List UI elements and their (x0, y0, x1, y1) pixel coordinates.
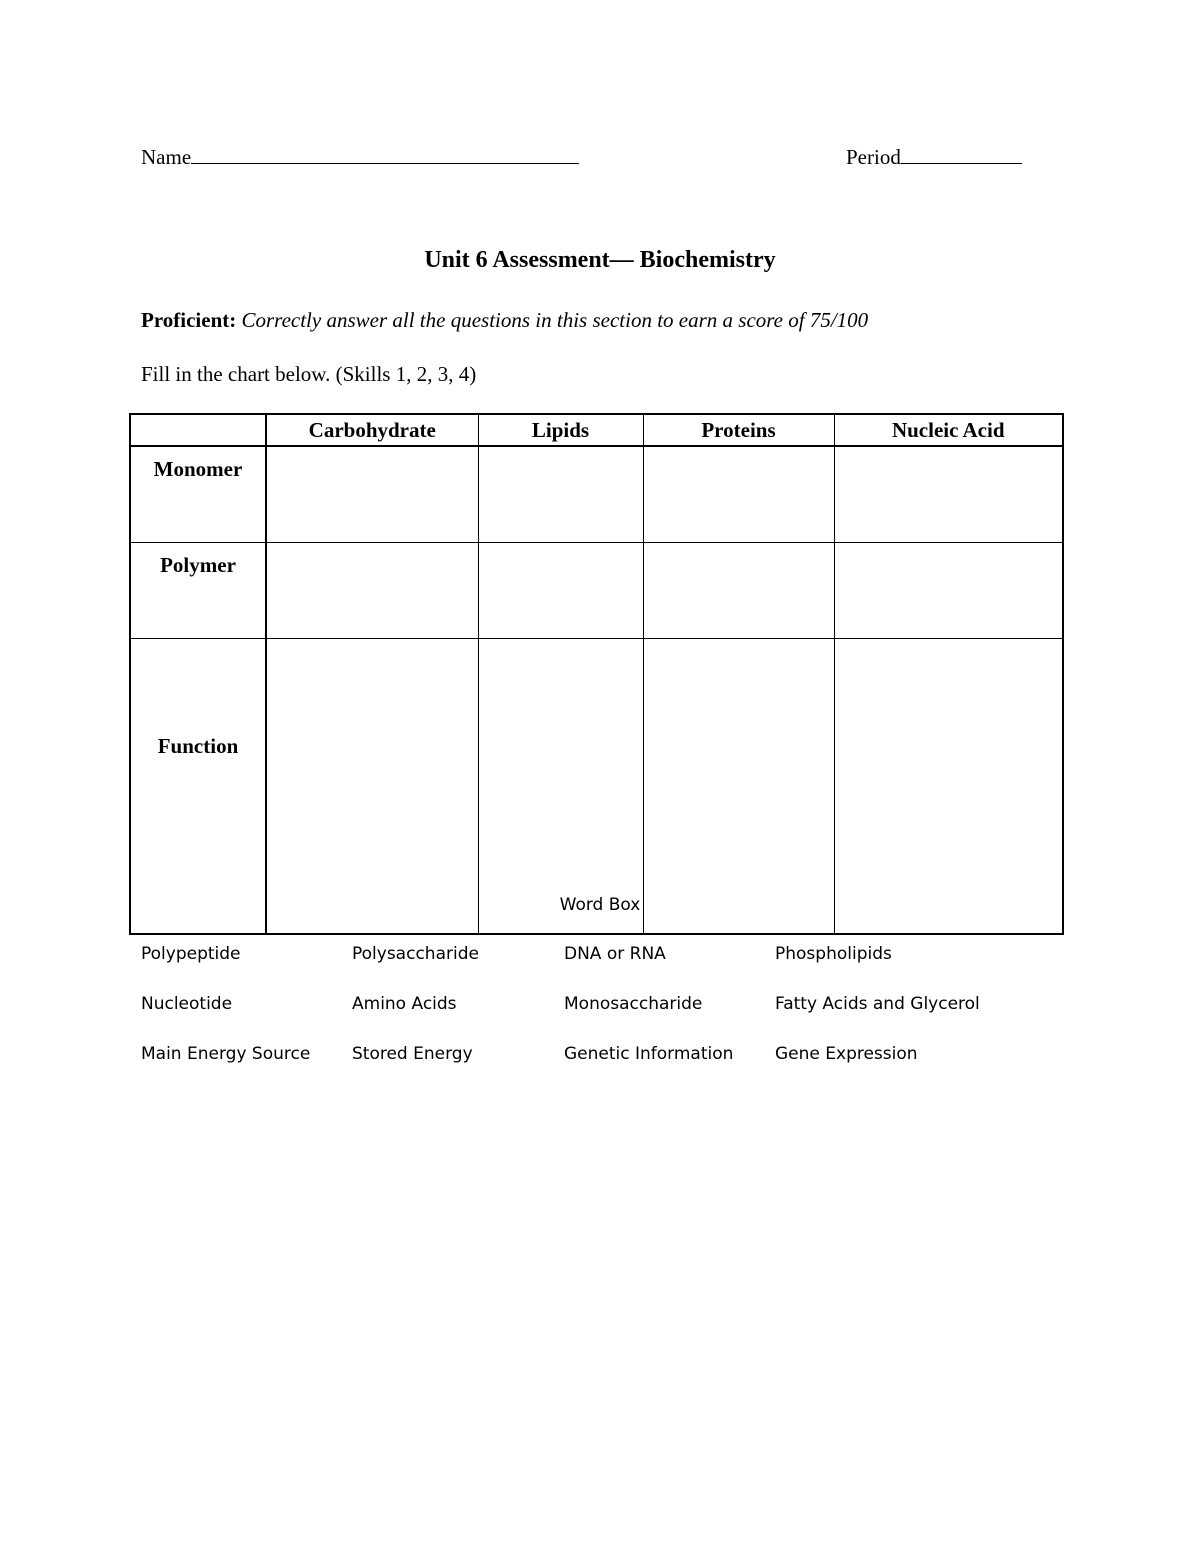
answer-cell-nucleic-acid-monomer[interactable] (834, 446, 1063, 543)
column-header-proteins: Proteins (643, 414, 834, 446)
answer-cell-carbohydrate-polymer[interactable] (266, 543, 478, 639)
proficient-description: Correctly answer all the questions in this section to earn a score of 75/100 (241, 308, 869, 332)
answer-cell-proteins-function[interactable] (643, 639, 834, 935)
proficient-line (141, 306, 868, 334)
period-label: Period (846, 145, 901, 169)
word-box-term: Main Energy Source (141, 1044, 311, 1064)
column-header-lipids: Lipids (478, 414, 643, 446)
answer-cell-carbohydrate-monomer[interactable] (266, 446, 478, 543)
chart-row-monomer (130, 446, 1063, 543)
word-box-row (141, 992, 1041, 1042)
row-header-function: Function (130, 639, 266, 935)
word-box-term: Amino Acids (352, 994, 457, 1014)
name-label: Name (141, 145, 192, 169)
word-box-term: Stored Energy (352, 1044, 473, 1064)
period-blank[interactable] (901, 142, 1022, 164)
row-header-monomer: Monomer (130, 446, 266, 543)
answer-cell-proteins-monomer[interactable] (643, 446, 834, 543)
chart-row-polymer (130, 543, 1063, 639)
period-line (846, 142, 1022, 171)
column-header-carbohydrate: Carbohydrate (266, 414, 478, 446)
chart-corner-cell (130, 414, 266, 446)
word-box-term: DNA or RNA (564, 944, 666, 964)
name-blank[interactable] (191, 142, 579, 164)
word-box-term: Phospholipids (775, 944, 892, 964)
word-box-term: Monosaccharide (564, 994, 703, 1014)
word-box-row (141, 942, 1041, 992)
word-box-term: Polysaccharide (352, 944, 479, 964)
row-header-polymer: Polymer (130, 543, 266, 639)
word-box (141, 942, 1041, 1092)
chart-header-row (130, 414, 1063, 446)
word-box-term: Genetic Information (564, 1044, 734, 1064)
chart-row-function (130, 639, 1063, 935)
column-header-nucleic-acid: Nucleic Acid (834, 414, 1063, 446)
answer-cell-nucleic-acid-polymer[interactable] (834, 543, 1063, 639)
proficient-label: Proficient: (141, 308, 237, 332)
answer-cell-lipids-function[interactable] (478, 639, 643, 935)
answer-cell-carbohydrate-function[interactable] (266, 639, 478, 935)
word-box-term: Nucleotide (141, 994, 233, 1014)
name-line (141, 142, 579, 171)
answer-cell-proteins-polymer[interactable] (643, 543, 834, 639)
word-box-title: Word Box (559, 895, 641, 915)
answer-cell-nucleic-acid-function[interactable] (834, 639, 1063, 935)
chart-instructions: Fill in the chart below. (Skills 1, 2, 3, 4) (141, 362, 477, 386)
word-box-term: Fatty Acids and Glycerol (775, 994, 980, 1014)
answer-cell-lipids-polymer[interactable] (478, 543, 643, 639)
word-box-term: Polypeptide (141, 944, 241, 964)
answer-cell-lipids-monomer[interactable] (478, 446, 643, 543)
page-title: Unit 6 Assessment— Biochemistry (424, 247, 776, 273)
word-box-row (141, 1042, 1041, 1092)
word-box-term: Gene Expression (775, 1044, 918, 1064)
biomolecule-chart (129, 413, 1064, 935)
